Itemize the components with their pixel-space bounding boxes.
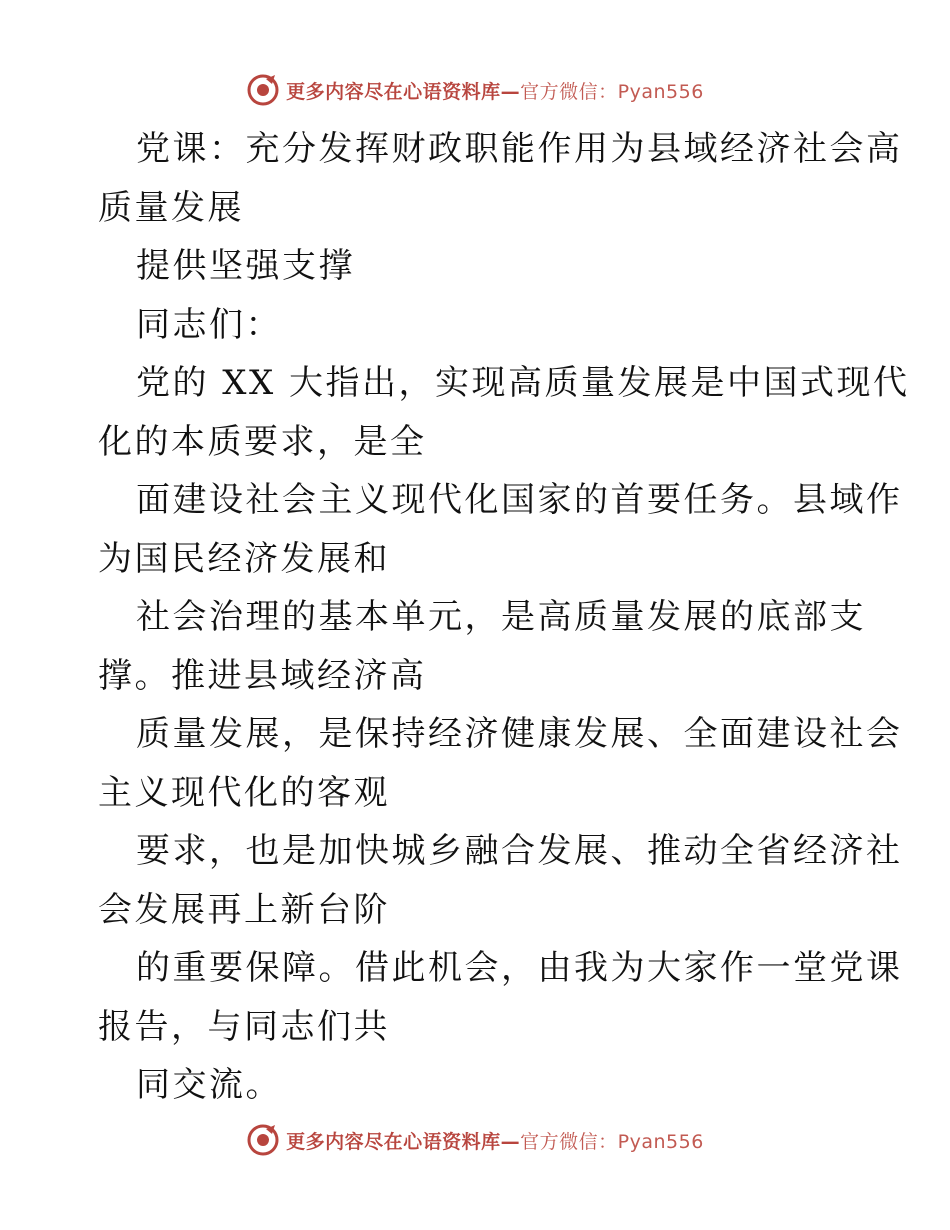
paragraph-2: 面建设社会主义现代化国家的首要任务。县域作 为国民经济发展和 (98, 480, 903, 579)
logo-icon (246, 1123, 280, 1157)
paragraph-3: 社会治理的基本单元，是高质量发展的底部支 撑。推进县域经济高 (98, 597, 866, 696)
header-text: 更多内容尽在心语资料库—官方微信：Pyan556 (286, 80, 704, 103)
page-footer (0, 1120, 950, 1160)
paragraph-1: 党的 XX 大指出，实现高质量发展是中国式现代 化的本质要求，是全 (98, 363, 910, 462)
paragraph-subtitle: 提供坚强支撑 (136, 246, 355, 286)
logo-icon (246, 73, 280, 107)
paragraph-7: 同交流。 (136, 1065, 282, 1105)
document-body (98, 120, 910, 1115)
paragraph-title: 党课：充分发挥财政职能作用为县域经济社会高 质量发展 (98, 129, 903, 228)
footer-text: 更多内容尽在心语资料库—官方微信：Pyan556 (286, 1130, 704, 1153)
header-banner (246, 73, 704, 107)
page-header (0, 70, 950, 110)
paragraph-5: 要求，也是加快城乡融合发展、推动全省经济社 会发展再上新台阶 (98, 831, 903, 930)
footer-banner (246, 1123, 704, 1157)
paragraph-6: 的重要保障。借此机会，由我为大家作一堂党课 报告，与同志们共 (98, 948, 903, 1047)
paragraph-4: 质量发展，是保持经济健康发展、全面建设社会 主义现代化的客观 (98, 714, 903, 813)
paragraph-greeting: 同志们： (136, 304, 282, 345)
